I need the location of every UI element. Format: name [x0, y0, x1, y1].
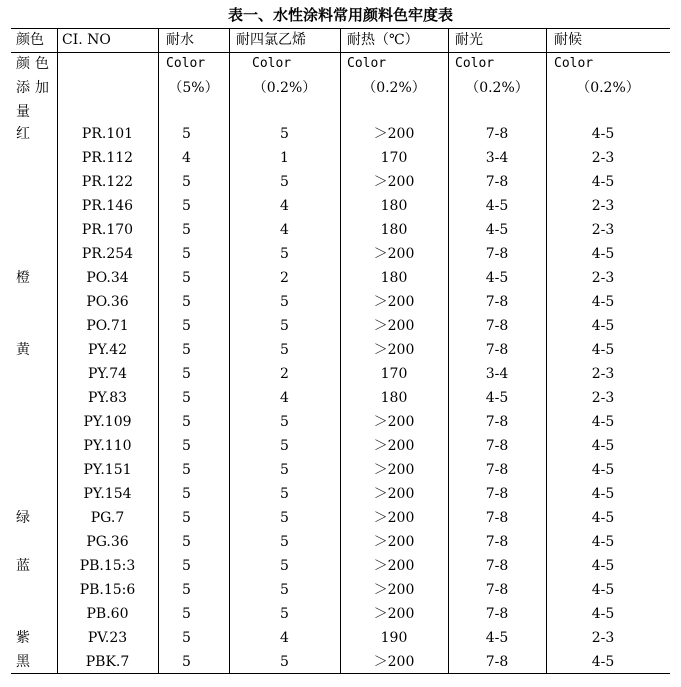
weather-cell: 4-5 [591, 294, 615, 310]
color-word: Color [252, 56, 292, 71]
heat-cell: ＞200 [373, 294, 415, 310]
water-cell: 5 [182, 438, 191, 454]
weather-cell: 2-3 [591, 630, 615, 646]
ci-no-cell: PY.74 [87, 366, 128, 382]
color-group: 红 [16, 126, 30, 142]
light-cell: 7-8 [485, 534, 509, 550]
water-cell: 5 [182, 390, 191, 406]
color-word: Color [554, 56, 594, 71]
weather-cell: 4-5 [591, 414, 615, 430]
weather-cell: 2-3 [591, 390, 615, 406]
pce-cell: 5 [280, 654, 289, 670]
light-cell: 4-5 [485, 630, 509, 646]
heat-cell: ＞200 [373, 174, 415, 190]
ci-no-cell: PR.170 [81, 222, 134, 238]
ci-no-cell: PO.34 [86, 270, 129, 286]
heat-cell: 180 [380, 270, 408, 286]
pce-cell: 5 [280, 294, 289, 310]
pce-cell: 5 [280, 558, 289, 574]
heat-cell: 180 [380, 390, 408, 406]
weather-cell: 4-5 [591, 510, 615, 526]
addition-value: （0.2%） [252, 80, 317, 96]
addition-value: （0.2%） [465, 80, 529, 96]
heat-cell: 170 [380, 150, 408, 166]
light-cell: 7-8 [485, 174, 509, 190]
water-cell: 5 [182, 558, 191, 574]
ci-no-cell: PO.71 [86, 318, 129, 334]
color-group: 黄 [16, 342, 30, 358]
heat-cell: 190 [380, 630, 408, 646]
color-group [16, 218, 56, 242]
pce-cell: 5 [280, 438, 289, 454]
light-cell: 3-4 [485, 366, 509, 382]
pce-cell: 4 [280, 390, 289, 406]
heat-cell: ＞200 [373, 342, 415, 358]
color-word: Color [455, 56, 495, 71]
ci-no-cell: PB.15:3 [79, 558, 136, 574]
weather-cell: 4-5 [591, 342, 615, 358]
ci-no-cell: PR.254 [81, 246, 134, 262]
light-cell: 7-8 [485, 582, 509, 598]
ci-no-cell: PO.36 [86, 294, 129, 310]
weather-cell: 2-3 [591, 222, 615, 238]
header-pce: 耐四氯乙烯 [236, 32, 306, 48]
pce-cell: 5 [280, 606, 289, 622]
addition-label: 颜色 [16, 56, 54, 72]
weather-cell: 4-5 [591, 462, 615, 478]
color-group [16, 146, 56, 170]
heat-cell: ＞200 [373, 654, 415, 670]
water-cell: 5 [182, 222, 191, 238]
addition-value: （0.2%） [576, 80, 640, 96]
heat-cell: ＞200 [373, 486, 415, 502]
weather-cell: 4-5 [591, 534, 615, 550]
light-cell: 7-8 [485, 438, 509, 454]
pce-cell: 2 [280, 270, 289, 286]
ci-no-cell: PR.112 [81, 150, 134, 166]
water-cell: 5 [182, 342, 191, 358]
water-cell: 5 [182, 318, 191, 334]
color-word: Color [166, 56, 206, 71]
heat-cell: ＞200 [373, 462, 415, 478]
light-cell: 7-8 [485, 294, 509, 310]
color-group [16, 578, 56, 602]
heat-cell: ＞200 [373, 582, 415, 598]
ci-no-cell: PR.122 [81, 174, 134, 190]
water-cell: 5 [182, 606, 191, 622]
water-cell: 5 [182, 534, 191, 550]
color-group [16, 602, 56, 626]
light-cell: 7-8 [485, 318, 509, 334]
color-group: 绿 [16, 510, 30, 526]
ci-no-cell: PY.42 [87, 342, 128, 358]
light-cell: 7-8 [485, 606, 509, 622]
color-group [16, 170, 56, 194]
light-cell: 7-8 [485, 654, 509, 670]
ci-no-cell: PBK.7 [85, 654, 130, 670]
heat-cell: 180 [380, 198, 408, 214]
weather-cell: 4-5 [591, 126, 615, 142]
pce-cell: 5 [280, 246, 289, 262]
light-cell: 4-5 [485, 390, 509, 406]
ci-no-cell: PY.83 [87, 390, 128, 406]
color-group [16, 362, 56, 386]
pce-cell: 5 [280, 318, 289, 334]
water-cell: 5 [182, 510, 191, 526]
pce-cell: 5 [280, 174, 289, 190]
color-group [16, 194, 56, 218]
light-cell: 7-8 [485, 126, 509, 142]
weather-cell: 4-5 [591, 174, 615, 190]
water-cell: 5 [182, 126, 191, 142]
color-group [16, 482, 56, 506]
pce-cell: 2 [280, 366, 289, 382]
weather-cell: 4-5 [591, 318, 615, 334]
ci-no-cell: PG.7 [90, 510, 125, 526]
header-weather: 耐候 [554, 32, 582, 48]
header-color: 颜色 [16, 32, 44, 48]
weather-cell: 4-5 [591, 606, 615, 622]
water-cell: 5 [182, 630, 191, 646]
weather-cell: 4-5 [591, 486, 615, 502]
light-cell: 4-5 [485, 198, 509, 214]
pce-cell: 5 [280, 126, 289, 142]
pce-cell: 5 [280, 342, 289, 358]
light-cell: 7-8 [485, 462, 509, 478]
color-group [16, 290, 56, 314]
weather-cell: 2-3 [591, 270, 615, 286]
color-group: 黑 [16, 654, 30, 670]
water-cell: 5 [182, 174, 191, 190]
addition-value: （0.2%） [362, 80, 426, 96]
light-cell: 7-8 [485, 246, 509, 262]
ci-no-cell: PY.110 [83, 438, 132, 454]
addition-label: 量 [16, 104, 30, 120]
ci-no-cell: PY.154 [83, 486, 132, 502]
heat-cell: ＞200 [373, 246, 415, 262]
heat-cell: ＞200 [373, 606, 415, 622]
pce-cell: 4 [280, 222, 289, 238]
pce-cell: 5 [280, 582, 289, 598]
water-cell: 5 [182, 246, 191, 262]
water-cell: 5 [182, 462, 191, 478]
color-group [16, 314, 56, 338]
color-group: 蓝 [16, 558, 30, 574]
heat-cell: ＞200 [373, 534, 415, 550]
weather-cell: 4-5 [591, 438, 615, 454]
light-cell: 7-8 [485, 414, 509, 430]
header-light: 耐光 [455, 32, 483, 48]
heat-cell: 180 [380, 222, 408, 238]
ci-no-cell: PY.151 [83, 462, 132, 478]
pce-cell: 1 [280, 150, 289, 166]
light-cell: 7-8 [485, 510, 509, 526]
pce-cell: 5 [280, 510, 289, 526]
pce-cell: 5 [280, 486, 289, 502]
heat-cell: ＞200 [373, 318, 415, 334]
ci-no-cell: PG.36 [86, 534, 129, 550]
heat-cell: ＞200 [373, 510, 415, 526]
water-cell: 5 [182, 270, 191, 286]
color-word: Color [347, 56, 387, 71]
weather-cell: 4-5 [591, 246, 615, 262]
light-cell: 3-4 [485, 150, 509, 166]
header-heat: 耐热（℃） [347, 32, 419, 48]
light-cell: 4-5 [485, 270, 509, 286]
weather-cell: 4-5 [591, 558, 615, 574]
color-group [16, 434, 56, 458]
water-cell: 4 [182, 150, 191, 166]
water-cell: 5 [182, 486, 191, 502]
pce-cell: 5 [280, 534, 289, 550]
light-cell: 7-8 [485, 486, 509, 502]
light-cell: 7-8 [485, 342, 509, 358]
addition-label: 添加 [16, 80, 54, 96]
color-group [16, 386, 56, 410]
ci-no-cell: PB.15:6 [79, 582, 136, 598]
color-group [16, 530, 56, 554]
water-cell: 5 [182, 366, 191, 382]
color-group [16, 410, 56, 434]
light-cell: 7-8 [485, 558, 509, 574]
water-cell: 5 [182, 294, 191, 310]
pce-cell: 4 [280, 198, 289, 214]
pce-cell: 4 [280, 630, 289, 646]
header-water: 耐水 [166, 32, 194, 48]
color-group [16, 458, 56, 482]
weather-cell: 2-3 [591, 150, 615, 166]
weather-cell: 4-5 [591, 582, 615, 598]
ci-no-cell: PB.60 [86, 606, 129, 622]
color-group [16, 242, 56, 266]
table-title: 表一、水性涂料常用颜料色牢度表 [227, 6, 453, 24]
heat-cell: ＞200 [373, 414, 415, 430]
water-cell: 5 [182, 582, 191, 598]
water-cell: 5 [182, 654, 191, 670]
water-cell: 5 [182, 198, 191, 214]
weather-cell: 2-3 [591, 198, 615, 214]
pce-cell: 5 [280, 462, 289, 478]
heat-cell: ＞200 [373, 126, 415, 142]
ci-no-cell: PV.23 [87, 630, 128, 646]
weather-cell: 2-3 [591, 366, 615, 382]
ci-no-cell: PR.146 [81, 198, 134, 214]
color-group: 橙 [16, 270, 30, 286]
weather-cell: 4-5 [591, 654, 615, 670]
addition-value: （5%） [168, 80, 219, 96]
heat-cell: 170 [380, 366, 408, 382]
water-cell: 5 [182, 414, 191, 430]
heat-cell: ＞200 [373, 558, 415, 574]
heat-cell: ＞200 [373, 438, 415, 454]
ci-no-cell: PR.101 [81, 126, 134, 142]
ci-no-cell: PY.109 [83, 414, 132, 430]
color-group: 紫 [16, 630, 30, 646]
pce-cell: 5 [280, 414, 289, 430]
header-ci-no: CI. NO [62, 32, 111, 48]
light-cell: 4-5 [485, 222, 509, 238]
